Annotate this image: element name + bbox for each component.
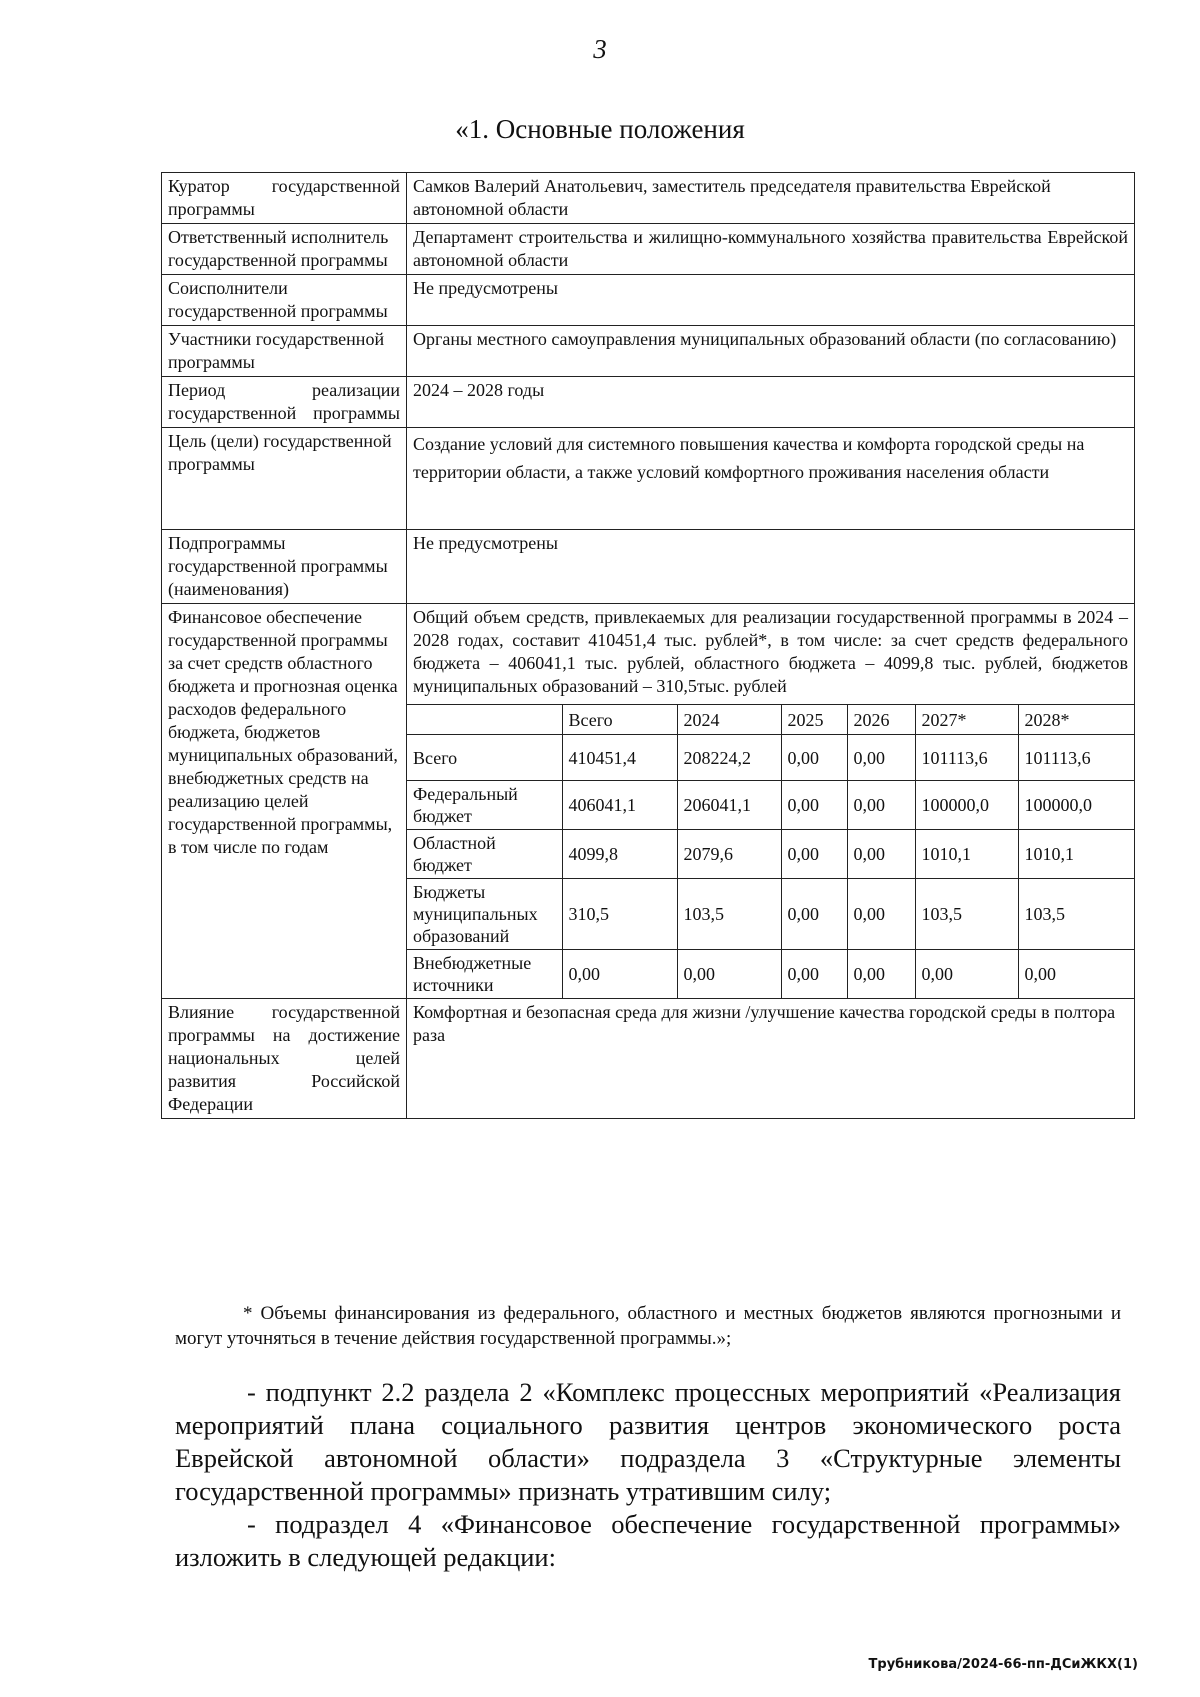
document-code: Трубникова/2024-66-пп-ДСиЖКХ(1) bbox=[868, 1657, 1138, 1672]
finance-value-cell: 4099,8 bbox=[562, 830, 677, 879]
period-value: 2024 – 2028 годы bbox=[407, 377, 1135, 428]
section-title: «1. Основные положения bbox=[455, 114, 745, 144]
influence-label: Влияние государственной программы на достижение национальных целей развития Российской Федерации bbox=[162, 999, 407, 1119]
finance-value-cell: 0,00 bbox=[562, 950, 677, 999]
finance-value-cell: 101113,6 bbox=[915, 735, 1018, 781]
goals-value: Создание условий для системного повышения качества и комфорта городской среды на территории области, а также условий комфортного проживания населения области bbox=[407, 428, 1135, 530]
finance-value-cell: 1010,1 bbox=[915, 830, 1018, 879]
executor-value: Департамент строительства и жилищно-коммунального хозяйства правительства Еврейской автономной области bbox=[407, 224, 1135, 275]
finance-value-cell: 206041,1 bbox=[677, 781, 781, 830]
goals-label: Цель (цели) государственной программы bbox=[162, 428, 407, 530]
finance-value-cell: 100000,0 bbox=[915, 781, 1018, 830]
finance-row-label: Бюджеты муниципальных образований bbox=[407, 879, 562, 950]
executor-label: Ответственный исполнитель государственной программы bbox=[162, 224, 407, 275]
finance-label: Финансовое обеспечение государственной программы за счет средств областного бюджета и прогнозная оценка расходов федерального бюджета, бюджетов муниципальных образований, внебюджетных средств на реализацию целей государственной программы, в том числе по годам bbox=[162, 604, 407, 999]
finance-value-cell: 0,00 bbox=[847, 950, 915, 999]
finance-value-cell: 100000,0 bbox=[1018, 781, 1134, 830]
table-row bbox=[162, 326, 1135, 377]
curator-value: Самков Валерий Анатольевич, заместитель председателя правительства Еврейской автономной области bbox=[407, 173, 1135, 224]
table-row bbox=[162, 428, 1135, 530]
footnote: * Объемы финансирования из федерального, областного и местных бюджетов являются прогнозными и могут уточняться в течение действия государственной программы.»; bbox=[175, 1303, 1121, 1349]
finance-value-cell: 0,00 bbox=[781, 830, 847, 879]
curator-label: Куратор государственной программы bbox=[162, 173, 407, 224]
participants-label: Участники государственной программы bbox=[162, 326, 407, 377]
finance-header-cell: 2027* bbox=[915, 705, 1018, 735]
finance-value-cell: 0,00 bbox=[915, 950, 1018, 999]
finance-table-body bbox=[407, 705, 1134, 999]
paragraph-subpoint: - подпункт 2.2 раздела 2 «Комплекс процессных мероприятий «Реализация мероприятий плана социального развития центров экономического роста Еврейской автономной области» подраздела 3 «Структурные элементы государственной программы» признать утратившим силу; bbox=[175, 1377, 1121, 1506]
finance-value-cell: 0,00 bbox=[781, 735, 847, 781]
participants-value: Органы местного самоуправления муниципальных образований области (по согласованию) bbox=[407, 326, 1135, 377]
table-row bbox=[162, 604, 1135, 999]
finance-value-cell: 0,00 bbox=[847, 879, 915, 950]
finance-value-cell: 0,00 bbox=[1018, 950, 1134, 999]
finance-value-cell: 310,5 bbox=[562, 879, 677, 950]
finance-header-cell: Всего bbox=[562, 705, 677, 735]
period-label: Период реализации государственной программы bbox=[162, 377, 407, 428]
finance-header-cell: 2026 bbox=[847, 705, 915, 735]
finance-value-cell: 103,5 bbox=[915, 879, 1018, 950]
finance-value-cell: 0,00 bbox=[677, 950, 781, 999]
program-passport-table bbox=[161, 172, 1135, 1119]
finance-row-label: Всего bbox=[407, 735, 562, 781]
finance-value-cell: 406041,1 bbox=[562, 781, 677, 830]
finance-value-cell: 410451,4 bbox=[562, 735, 677, 781]
finance-header-cell bbox=[407, 705, 562, 735]
finance-value-cell: 101113,6 bbox=[1018, 735, 1134, 781]
subprograms-value: Не предусмотрены bbox=[407, 530, 1135, 604]
influence-value: Комфортная и безопасная среда для жизни /улучшение качества городской среды в полтора раза bbox=[407, 999, 1135, 1119]
coexecutors-label: Соисполнители государственной программы bbox=[162, 275, 407, 326]
finance-header-cell: 2024 bbox=[677, 705, 781, 735]
finance-row bbox=[407, 830, 1134, 879]
finance-header-cell: 2025 bbox=[781, 705, 847, 735]
page-number: 3 bbox=[593, 34, 607, 64]
finance-value-cell: 208224,2 bbox=[677, 735, 781, 781]
finance-row bbox=[407, 735, 1134, 781]
finance-row bbox=[407, 781, 1134, 830]
table-row bbox=[162, 224, 1135, 275]
finance-value-cell: 103,5 bbox=[1018, 879, 1134, 950]
finance-row-label: Областной бюджет bbox=[407, 830, 562, 879]
body-text bbox=[175, 1376, 1121, 1574]
finance-value-cell: 0,00 bbox=[847, 735, 915, 781]
table-row bbox=[162, 530, 1135, 604]
finance-value-cell: 2079,6 bbox=[677, 830, 781, 879]
table-row bbox=[162, 173, 1135, 224]
subprograms-label: Подпрограммы государственной программы (наименования) bbox=[162, 530, 407, 604]
finance-cell bbox=[407, 604, 1135, 999]
table-row bbox=[162, 999, 1135, 1119]
paragraph-subsection: - подраздел 4 «Финансовое обеспечение государственной программы» изложить в следующей редакции: bbox=[175, 1509, 1121, 1572]
finance-row bbox=[407, 879, 1134, 950]
finance-row-label: Внебюджетные источники bbox=[407, 950, 562, 999]
finance-text: Общий объем средств, привлекаемых для реализации государственной программы в 2024 – 2028 годах, составит 410451,4 тыс. рублей*, в том числе: за счет средств федерального бюджета – 406041,1 тыс. рублей, областного бюджета – 4099,8 тыс. рублей, бюджетов муниципальных образований – 310,5тыс. рублей bbox=[413, 607, 1128, 696]
finance-value-cell: 0,00 bbox=[847, 781, 915, 830]
finance-header-cell: 2028* bbox=[1018, 705, 1134, 735]
finance-table bbox=[407, 704, 1134, 998]
finance-row bbox=[407, 950, 1134, 999]
finance-value-cell: 0,00 bbox=[781, 950, 847, 999]
finance-value-cell: 0,00 bbox=[781, 781, 847, 830]
table-row bbox=[162, 275, 1135, 326]
finance-value-cell: 0,00 bbox=[781, 879, 847, 950]
finance-value-cell: 1010,1 bbox=[1018, 830, 1134, 879]
finance-value-cell: 103,5 bbox=[677, 879, 781, 950]
finance-header-row bbox=[407, 705, 1134, 735]
table-row bbox=[162, 377, 1135, 428]
finance-row-label: Федеральный бюджет bbox=[407, 781, 562, 830]
coexecutors-value: Не предусмотрены bbox=[407, 275, 1135, 326]
finance-value-cell: 0,00 bbox=[847, 830, 915, 879]
